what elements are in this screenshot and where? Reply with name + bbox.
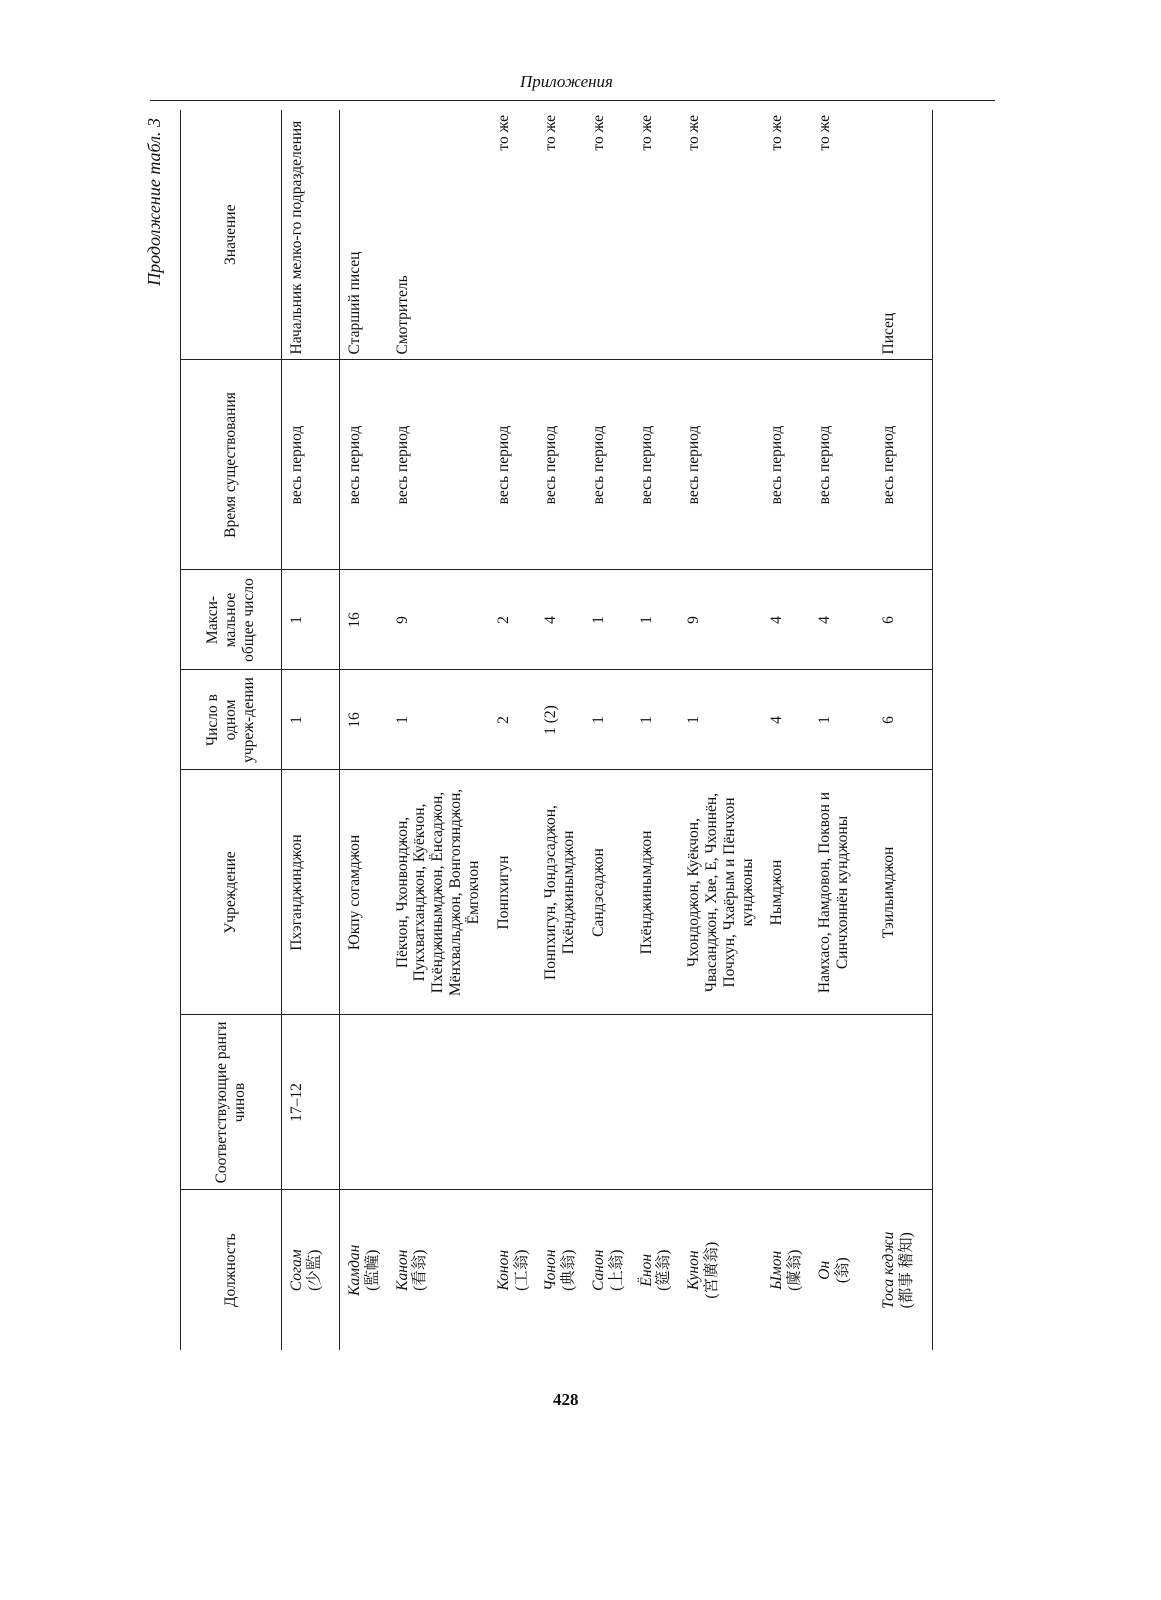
position-hanja: (少監) (305, 1249, 323, 1291)
header-period: Время существования (181, 360, 282, 570)
per-institution-cell: 4 (762, 670, 810, 770)
period-cell: весь период (762, 360, 810, 570)
ranks-cell: 17–12 (282, 1015, 340, 1190)
position-cell (489, 1190, 537, 1350)
table-row (340, 110, 388, 1350)
ranks-cell (340, 1015, 388, 1190)
meaning-cell: Смотритель (393, 275, 411, 355)
ranks-cell (762, 1015, 810, 1190)
per-institution-cell: 1 (584, 670, 632, 770)
period-cell: весь период (282, 360, 340, 570)
meaning-cell: то же (816, 115, 834, 151)
header-position: Должность (181, 1190, 282, 1350)
max-total-cell: 1 (282, 570, 340, 670)
meaning-cell: то же (494, 115, 512, 151)
position-cell (340, 1190, 388, 1350)
table-header-row (181, 110, 282, 1350)
institution-cell: Намхасо, Намдовон, Поквон и Синчхоннён кунджоны (810, 770, 874, 1015)
institution-cell: Юкпу согамджон (340, 770, 388, 1015)
max-total-cell: 6 (874, 570, 932, 670)
meaning-cell: то же (589, 115, 607, 151)
ranks-cell (874, 1015, 932, 1190)
max-total-cell: 4 (810, 570, 874, 670)
table-row (388, 110, 489, 1350)
per-institution-cell: 1 (388, 670, 489, 770)
table-row (762, 110, 810, 1350)
period-cell: весь период (810, 360, 874, 570)
position-hanja: (典翁) (560, 1249, 578, 1291)
position-name: Ымон (768, 1250, 786, 1290)
position-cell (762, 1190, 810, 1350)
per-institution-cell: 1 (679, 670, 762, 770)
table-row (810, 110, 874, 1350)
period-cell: весь период (489, 360, 537, 570)
period-cell: весь период (388, 360, 489, 570)
table-row (282, 110, 340, 1350)
ranks-cell (810, 1015, 874, 1190)
position-hanja: (翁) (833, 1257, 851, 1284)
meaning-cell: Начальник мелко-го подразделения (282, 110, 340, 360)
position-cell (584, 1190, 632, 1350)
position-cell (679, 1190, 762, 1350)
period-cell: весь период (536, 360, 584, 570)
header-max-total: Макси-мальное общее число (181, 570, 282, 670)
position-hanja: (都事 稽知) (897, 1232, 915, 1309)
table-row (489, 110, 537, 1350)
period-cell: весь период (340, 360, 388, 570)
institution-cell: Понпхигун (489, 770, 537, 1015)
header-meaning: Значение (181, 110, 282, 360)
rotated-table-block (144, 110, 990, 1350)
per-institution-cell: 1 (282, 670, 340, 770)
table-caption: Продолжение табл. 3 (144, 118, 164, 286)
per-institution-cell: 16 (340, 670, 388, 770)
institution-cell: Сандэсаджон (584, 770, 632, 1015)
position-hanja: (工翁) (512, 1249, 530, 1291)
position-name: Тоса кеджи (880, 1231, 898, 1309)
ranks-cell (388, 1015, 489, 1190)
institution-cell: Пхёнджинымджон (632, 770, 680, 1015)
max-total-cell: 1 (584, 570, 632, 670)
ranks-cell (536, 1015, 584, 1190)
max-total-cell: 9 (388, 570, 489, 670)
position-hanja: (監幢) (363, 1249, 381, 1291)
max-total-cell: 9 (679, 570, 762, 670)
period-cell: весь период (679, 360, 762, 570)
period-cell: весь период (632, 360, 680, 570)
ranks-cell (584, 1015, 632, 1190)
position-hanja: (宮廣翁) (703, 1241, 720, 1299)
institution-cell: Пёкчон, Чхонвонджон, Пукхватханджон, Куёкчон, Пхёнджинымджон, Ёнсаджон, Мёнхвальджон, Вонгогянджон, Ёмгокчон (388, 770, 489, 1015)
header-institution: Учреждение (181, 770, 282, 1015)
table-row (584, 110, 632, 1350)
max-total-cell: 2 (489, 570, 537, 670)
ranks-cell (632, 1015, 680, 1190)
position-name: Ёнон (637, 1253, 655, 1287)
position-name: Согам (288, 1249, 305, 1292)
position-cell (810, 1190, 874, 1350)
position-cell (874, 1190, 932, 1350)
meaning-cell: Старший писец (346, 251, 363, 355)
per-institution-cell: 2 (489, 670, 537, 770)
position-name: Камдан (346, 1244, 363, 1296)
period-cell: весь период (584, 360, 632, 570)
per-institution-cell: 1 (810, 670, 874, 770)
meaning-cell: Писец (880, 312, 898, 355)
position-name: Канон (393, 1249, 411, 1291)
institution-cell: Понпхигун, Чондэсаджон, Пхёнджинымджон (536, 770, 584, 1015)
header-rule (150, 100, 995, 101)
per-institution-cell: 6 (874, 670, 932, 770)
position-hanja: (筵翁) (655, 1249, 673, 1291)
position-name: Кунон (685, 1250, 703, 1291)
position-hanja: (看翁) (411, 1249, 429, 1291)
max-total-cell: 16 (340, 570, 388, 670)
institution-cell: Нымджон (762, 770, 810, 1015)
position-name: Санон (589, 1249, 607, 1291)
table-row (536, 110, 584, 1350)
position-name: Чонон (542, 1249, 560, 1292)
meaning-cell: то же (542, 115, 560, 151)
position-cell (536, 1190, 584, 1350)
meaning-cell: то же (637, 115, 655, 151)
period-cell: весь период (874, 360, 932, 570)
table-row (679, 110, 762, 1350)
meaning-cell: то же (685, 115, 703, 151)
position-name: Он (816, 1260, 834, 1280)
table-row (874, 110, 932, 1350)
page-number: 428 (553, 1390, 579, 1409)
positions-table (180, 110, 933, 1350)
position-cell (632, 1190, 680, 1350)
header-per-institution: Число в одном учреж-дении (181, 670, 282, 770)
max-total-cell: 4 (762, 570, 810, 670)
meaning-cell: то же (768, 115, 786, 151)
institution-cell: Тэильимджон (874, 770, 932, 1015)
position-cell (388, 1190, 489, 1350)
ranks-cell (489, 1015, 537, 1190)
table-row (632, 110, 680, 1350)
position-hanja: (廩翁) (786, 1249, 804, 1291)
institution-cell: Пхэганджинджон (282, 770, 340, 1015)
per-institution-cell: 1 (632, 670, 680, 770)
max-total-cell: 4 (536, 570, 584, 670)
institution-cell: Чхондоджон, Куёкчон, Чвасанджон, Хве, Е, Чхоннён, Почхун, Чхаёрым и Пёнчхон кунджоны (679, 770, 762, 1015)
running-head: Приложения (520, 72, 613, 91)
position-hanja: (上翁) (607, 1249, 625, 1291)
max-total-cell: 1 (632, 570, 680, 670)
per-institution-cell: 1 (2) (536, 670, 584, 770)
position-name: Конон (494, 1249, 512, 1291)
position-cell (282, 1190, 340, 1350)
header-ranks: Соответствующие ранги чинов (181, 1015, 282, 1190)
ranks-cell (679, 1015, 762, 1190)
